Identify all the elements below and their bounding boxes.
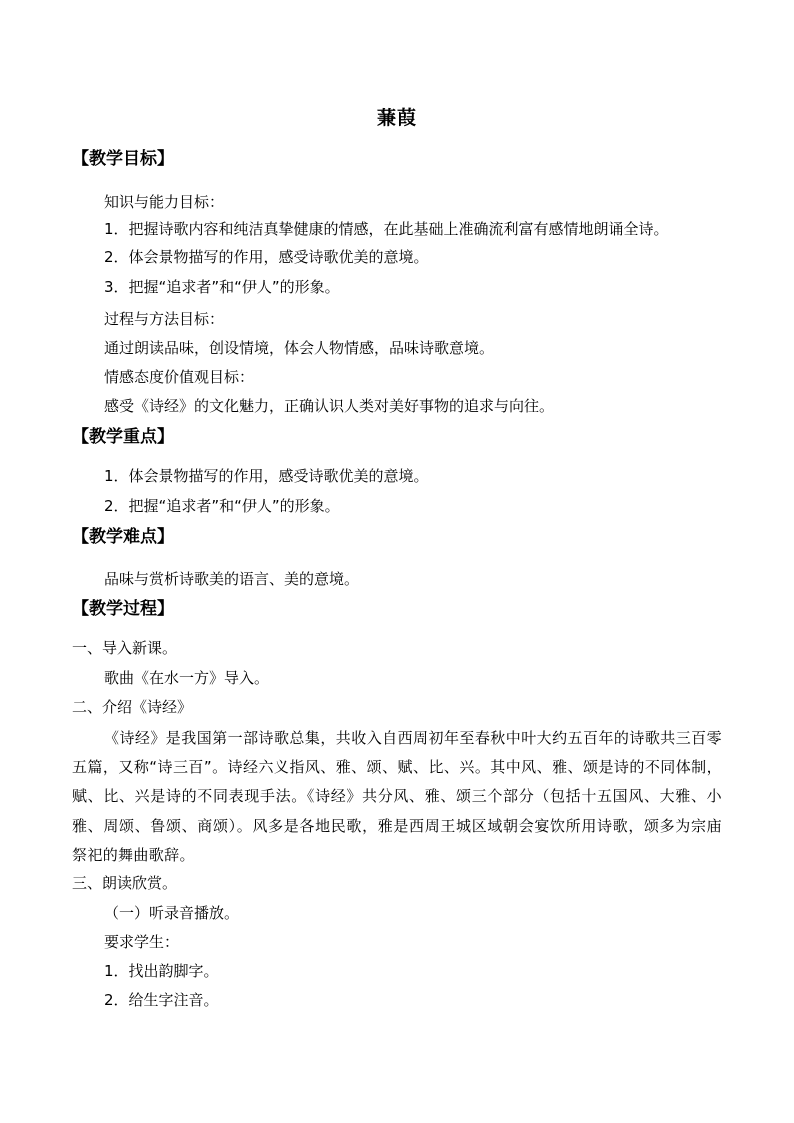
- heading-teaching-process: 【教学过程】: [72, 599, 174, 619]
- heading-key-points: 【教学重点】: [72, 427, 174, 447]
- process-requirement-item: 2．给生字注音。: [104, 991, 219, 1009]
- process-requirement-label: 要求学生：: [104, 933, 180, 951]
- process-step-title: 一、导入新课。: [72, 639, 178, 657]
- shijing-intro-paragraph: 《诗经》是我国第一部诗歌总集，共收入自西周初年至春秋中叶大约五百年的诗歌共三百零五篇，又称“诗三百”。诗经六义指风、雅、颂、赋、比、兴。其中风、雅、颂是诗的不同体制，赋、比、兴是诗的不同表现手法。《诗经》共分风、雅、颂三个部分（包括十五国风、大雅、小雅、周颂、鲁颂、商颂）。风多是各地民歌，雅是西周王城区域朝会宴饮所用诗歌，颂多为宗庙祭祀的舞曲歌辞。: [72, 729, 722, 864]
- process-goal-label: 过程与方法目标：: [104, 310, 225, 328]
- emotion-goal-label: 情感态度价值观目标：: [104, 368, 255, 386]
- process-requirement-item: 1．找出韵脚字。: [104, 962, 219, 980]
- key-point-item: 1．体会景物描写的作用，感受诗歌优美的意境。: [104, 467, 429, 485]
- heading-teaching-goals: 【教学目标】: [72, 149, 174, 169]
- process-step-title: 三、朗读欣赏。: [72, 874, 178, 892]
- difficulty-text: 品味与赏析诗歌美的语言、美的意境。: [104, 570, 360, 588]
- key-point-item: 2．把握“追求者”和“伊人”的形象。: [104, 497, 340, 515]
- document-title: 蒹葭: [376, 107, 417, 129]
- process-step-title: 二、介绍《诗经》: [72, 698, 193, 716]
- heading-difficulties: 【教学难点】: [72, 527, 174, 547]
- process-goal-text: 通过朗读品味，创设情境，体会人物情感，品味诗歌意境。: [104, 339, 495, 357]
- process-substep: （一）听录音播放。: [104, 904, 240, 922]
- knowledge-goal-item: 2．体会景物描写的作用，感受诗歌优美的意境。: [104, 248, 429, 266]
- process-step-text: 歌曲《在水一方》导入。: [104, 669, 270, 687]
- emotion-goal-text: 感受《诗经》的文化魅力，正确认识人类对美好事物的追求与向往。: [104, 397, 555, 415]
- knowledge-goal-item: 1．把握诗歌内容和纯洁真挚健康的情感，在此基础上准确流利富有感情地朗诵全诗。: [104, 220, 669, 238]
- knowledge-goal-item: 3．把握“追求者”和“伊人”的形象。: [104, 278, 340, 296]
- knowledge-goal-label: 知识与能力目标：: [104, 193, 225, 211]
